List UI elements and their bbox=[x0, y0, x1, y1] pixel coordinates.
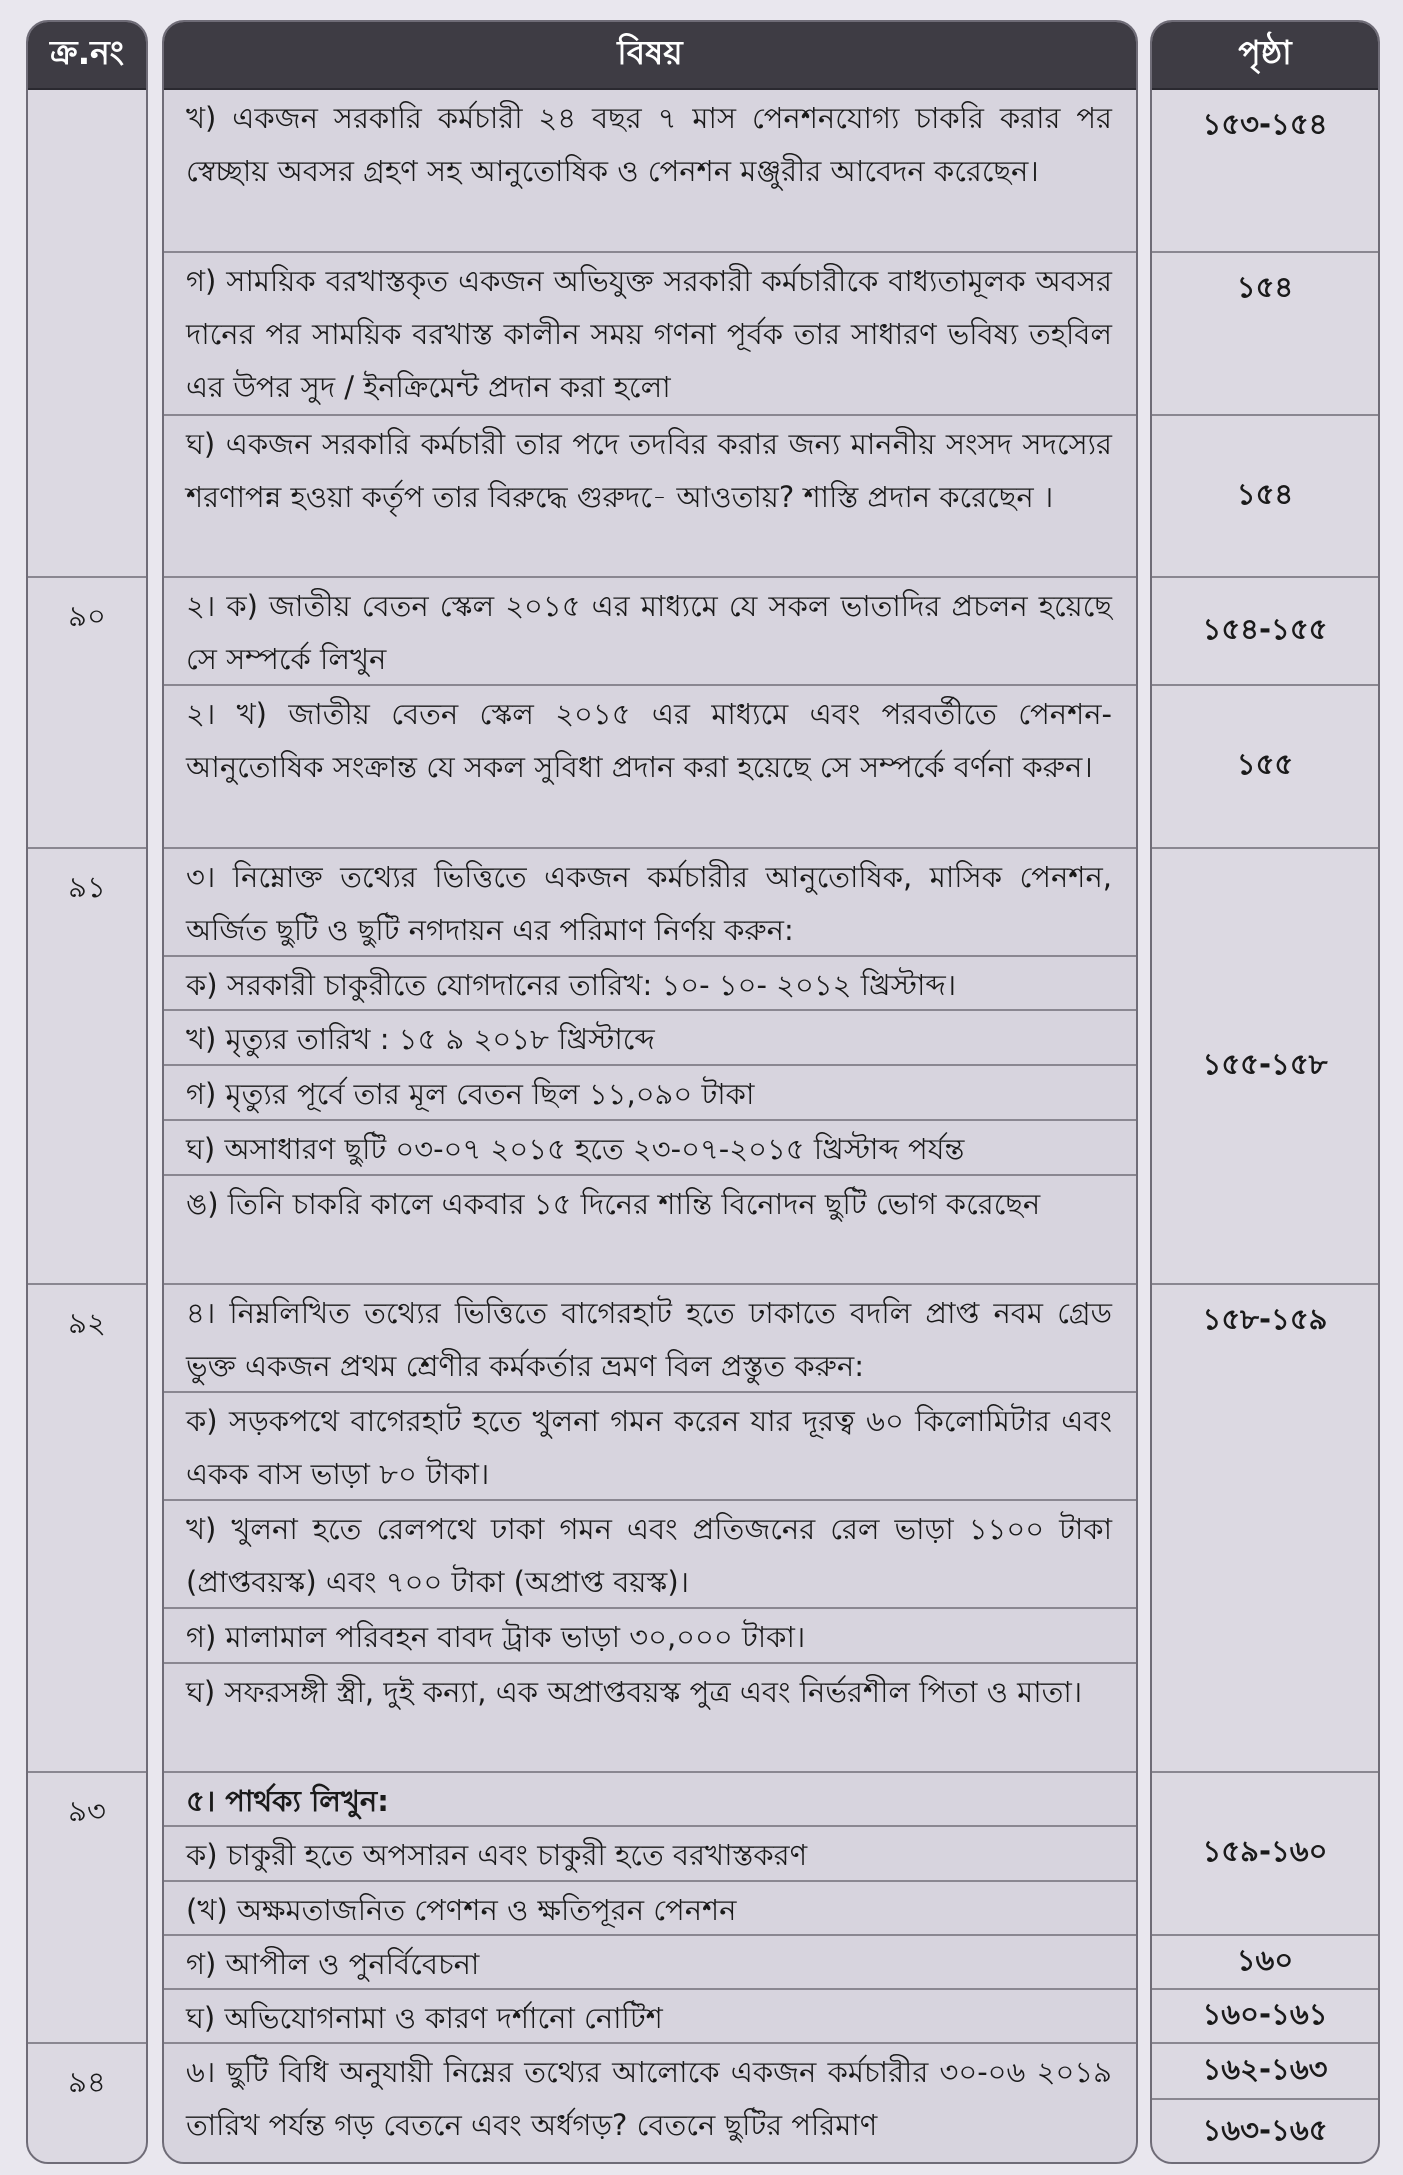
subject-row: ৫। পার্থক্য লিখুন: bbox=[164, 1773, 1136, 1827]
serial-cell: ৯২ bbox=[28, 1285, 146, 1773]
subject-row: গ) মৃত্যুর পূর্বে তার মূল বেতন ছিল ১১,০৯০ টাকা bbox=[164, 1066, 1136, 1121]
subject-row: ঘ) অসাধারণ ছুটি ০৩-০৭ ২০১৫ হতে ২৩-০৭-২০১৫ খ্রিস্টাব্দ পর্যন্ত bbox=[164, 1121, 1136, 1176]
subject-row: গ) মালামাল পরিবহন বাবদ ট্রাক ভাড়া ৩০,০০০ টাকা। bbox=[164, 1609, 1136, 1664]
serial-cell: ৯৩ bbox=[28, 1773, 146, 2044]
serial-header: ক্র.নং bbox=[28, 22, 146, 90]
subject-row: খ) একজন সরকারি কর্মচারী ২৪ বছর ৭ মাস পেনশনযোগ্য চাকরি করার পর স্বেচ্ছায় অবসর গ্রহণ সহ আনুতোষিক ও পেনশন মঞ্জুরীর আবেদন করেছেন। bbox=[164, 90, 1136, 253]
subject-row: গ) সাময়িক বরখাস্তকৃত একজন অভিযুক্ত সরকারী কর্মচারীকে বাধ্যতামূলক অবসর দানের পর সাময়িক বরখাস্ত কালীন সময় গণনা পূর্বক তার সাধারণ ভবিষ্য তহবিল এর উপর সুদ / ইনক্রিমেন্ট প্রদান করা হলো bbox=[164, 253, 1136, 416]
subject-row: গ) আপীল ও পুনর্বিবেচনা bbox=[164, 1936, 1136, 1990]
subject-row: ৬। ছুটি বিধি অনুযায়ী নিম্নের তথ্যের আলোকে একজন কর্মচারীর ৩০-০৬ ২০১৯ তারিখ পর্যন্ত গড় বেতনে এবং অর্ধগড়? বেতনে ছুটির পরিমাণ bbox=[186, 2055, 1112, 2142]
page-cell: ১৫৪-১৫৫ bbox=[1152, 578, 1378, 686]
page-cell: ১৫৫ bbox=[1152, 686, 1378, 849]
page-cell: ১৫৯-১৬০ bbox=[1152, 1773, 1378, 1936]
page-cell: ১৬৩-১৬৫ bbox=[1202, 2112, 1328, 2147]
subject-header: বিষয় bbox=[164, 22, 1136, 90]
subject-row: (খ) অক্ষমতাজনিত পেণশন ও ক্ষতিপূরন পেনশন bbox=[164, 1882, 1136, 1936]
page-cell: ১৫৮-১৫৯ bbox=[1152, 1285, 1378, 1773]
subject-row: ঘ) সফরসঙ্গী স্ত্রী, দুই কন্যা, এক অপ্রাপ্তবয়স্ক পুত্র এবং নির্ভরশীল পিতা ও মাতা। bbox=[164, 1664, 1136, 1773]
subject-row: ক) সরকারী চাকুরীতে যোগদানের তারিখ: ১০- ১০- ২০১২ খ্রিস্টাব্দ। bbox=[164, 957, 1136, 1011]
page-cell: ১৫৪ bbox=[1152, 416, 1378, 578]
subject-row: ৩। নিম্নোক্ত তথ্যের ভিত্তিতে একজন কর্মচারীর আনুতোষিক, মাসিক পেনশন, অর্জিত ছুটি ও ছুটি নগদায়ন এর পরিমাণ নির্ণয় করুন: bbox=[164, 849, 1136, 957]
serial-column bbox=[26, 20, 148, 2164]
page-cell: ১৬০ bbox=[1152, 1936, 1378, 1990]
subject-row: ক) চাকুরী হতে অপসারন এবং চাকুরী হতে বরখাস্তকরণ bbox=[164, 1827, 1136, 1882]
subject-row: ক) সড়কপথে বাগেরহাট হতে খুলনা গমন করেন যার দূরত্ব ৬০ কিলোমিটার এবং একক বাস ভাড়া ৮০ টাকা। bbox=[164, 1393, 1136, 1501]
page-header: পৃষ্ঠা bbox=[1152, 22, 1378, 90]
subject-row: ২। খ) জাতীয় বেতন স্কেল ২০১৫ এর মাধ্যমে এবং পরবর্তীতে পেনশন-আনুতোষিক সংক্রান্ত যে সকল সুবিধা প্রদান করা হয়েছে সে সম্পর্কে বর্ণনা করুন। bbox=[164, 686, 1136, 849]
subject-row: খ) মৃত্যুর তারিখ : ১৫ ৯ ২০১৮ খ্রিস্টাব্দে bbox=[164, 1011, 1136, 1066]
page-cell: ১৫৫-১৫৮ bbox=[1152, 849, 1378, 1285]
serial-cell: ৯৪ bbox=[68, 2065, 106, 2099]
serial-cell bbox=[28, 90, 146, 578]
subject-row: খ) খুলনা হতে রেলপথে ঢাকা গমন এবং প্রতিজনের রেল ভাড়া ১১০০ টাকা (প্রাপ্তবয়স্ক) এবং ৭০০ টাকা (অপ্রাপ্ত বয়স্ক)। bbox=[164, 1501, 1136, 1609]
subject-column bbox=[162, 20, 1138, 2164]
page-cell: ১৫৩-১৫৪ bbox=[1152, 90, 1378, 253]
page-cell: ১৬২-১৬৩ bbox=[1152, 2044, 1378, 2100]
serial-cell: ৯১ bbox=[28, 849, 146, 1285]
subject-row: ৪। নিম্নলিখিত তথ্যের ভিত্তিতে বাগেরহাট হতে ঢাকাতে বদলি প্রাপ্ত নবম গ্রেড ভুক্ত একজন প্রথম শ্রেণীর কর্মকর্তার ভ্রমণ বিল প্রস্তুত করুন: bbox=[164, 1285, 1136, 1393]
subject-row: ঘ) অভিযোগনামা ও কারণ দর্শানো নোটিশ bbox=[164, 1990, 1136, 2044]
subject-row: ঘ) একজন সরকারি কর্মচারী তার পদে তদবির করার জন্য মাননীয় সংসদ সদস্যের শরণাপন্ন হওয়া কর্তৃপ তার বিরুদ্ধে গুরুদ-ে আওতায়? শাস্তি প্রদান করেছেন । bbox=[164, 416, 1136, 578]
subject-row: ২। ক) জাতীয় বেতন স্কেল ২০১৫ এর মাধ্যমে যে সকল ভাতাদির প্রচলন হয়েছে সে সম্পর্কে লিখুন bbox=[164, 578, 1136, 686]
subject-row: ঙ) তিনি চাকরি কালে একবার ১৫ দিনের শান্তি বিনোদন ছুটি ভোগ করেছেন bbox=[164, 1176, 1136, 1285]
page-column bbox=[1150, 20, 1380, 2164]
serial-cell: ৯০ bbox=[28, 578, 146, 849]
page-cell: ১৫৪ bbox=[1152, 253, 1378, 416]
page-cell: ১৬০-১৬১ bbox=[1152, 1990, 1378, 2044]
